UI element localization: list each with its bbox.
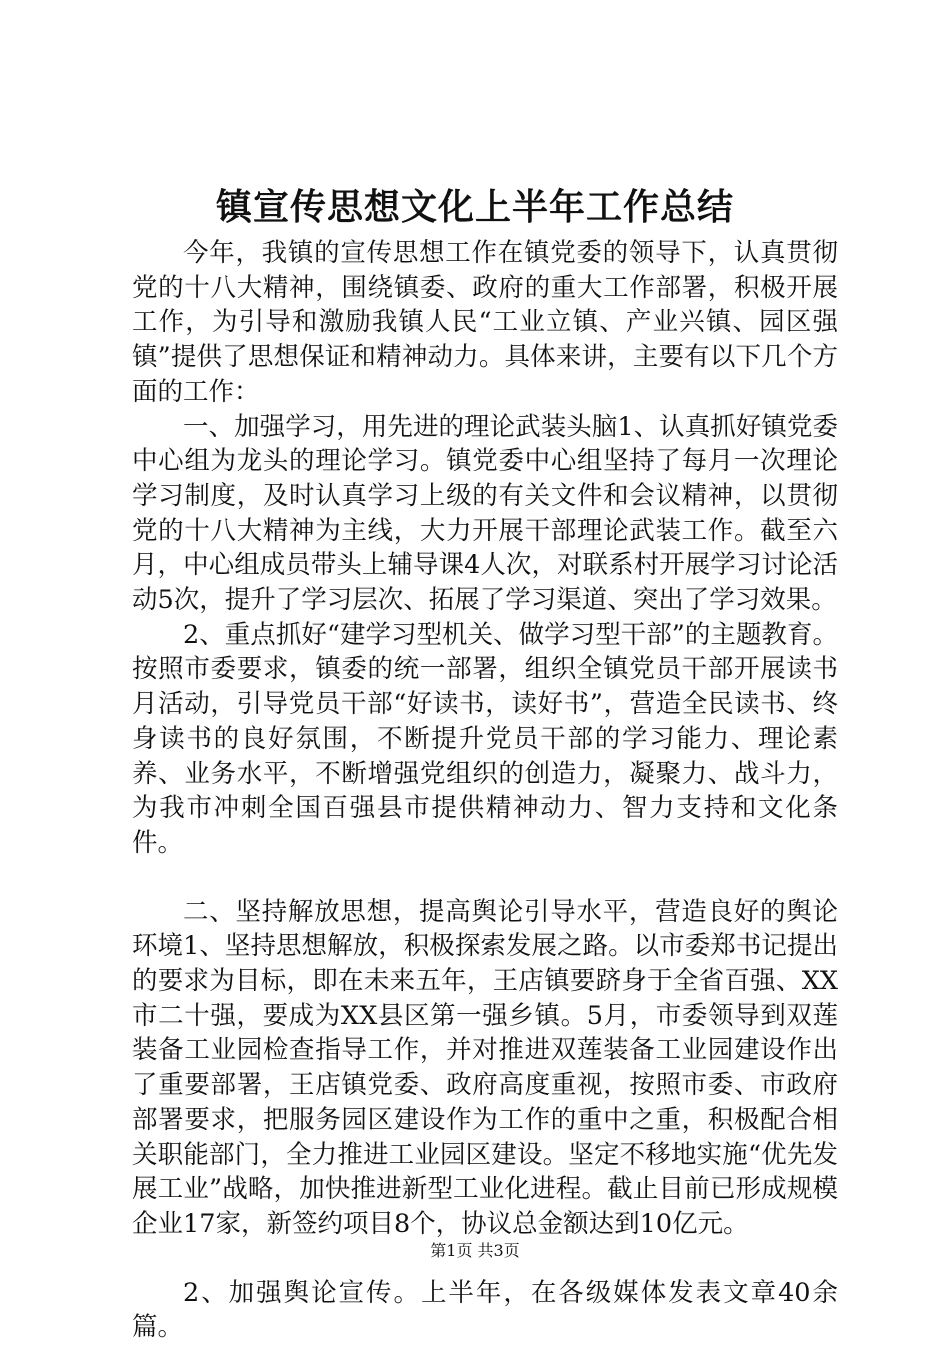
page-number-footer: 第1页 共3页	[430, 1241, 520, 1260]
paragraph-section-1-item-2: 2、重点抓好“建学习型机关、做学习型干部”的主题教育。按照市委要求，镇委的统一部署，组织全镇党员干部开展读书月活动，引导党员干部“好读书，读好书”，营造全民读书、终身读书的良好氛围，不断提升党员干部的学习能力、理论素养、业务水平，不断增强党组织的创造力，凝聚力、战斗力，为我市冲刺全国百强县市提供精神动力、智力支持和文化条件。	[132, 619, 838, 858]
page-title: 镇宣传思想文化上半年工作总结	[215, 187, 734, 228]
paragraph-intro: 今年，我镇的宣传思想工作在镇党委的领导下，认真贯彻党的十八大精神，围绕镇委、政府的重大工作部署，积极开展工作，为引导和激励我镇人民“工业立镇、产业兴镇、园区强镇”提供了思想保证和精神动力。具体来讲，主要有以下几个方面的工作：	[132, 238, 838, 407]
document-body	[132, 236, 838, 1345]
paragraph-section-1: 一、加强学习，用先进的理论武装头脑1、认真抓好镇党委中心组为龙头的理论学习。镇党委中心组坚持了每月一次理论学习制度，及时认真学习上级的有关文件和会议精神，以贯彻党的十八大精神为主线，大力开展干部理论武装工作。截至六月，中心组成员带头上辅导课4人次，对联系村开展学习讨论活动5次，提升了学习层次、拓展了学习渠道、突出了学习效果。	[132, 411, 838, 616]
paragraph-spacer	[132, 861, 838, 895]
paragraph-section-2: 二、坚持解放思想，提高舆论引导水平，营造良好的舆论环境1、坚持思想解放，积极探索发展之路。以市委郑书记提出的要求为目标，即在未来五年，王店镇要跻身于全省百强、XX市二十强，要成为XX县区第一强乡镇。5月，市委领导到双莲装备工业园检查指导工作，并对推进双莲装备工业园建设作出了重要部署，王店镇党委、政府高度重视，按照市委、市政府部署要求，把服务园区建设作为工作的重中之重，积极配合相关职能部门，全力推进工业园区建设。坚定不移地实施“优先发展工业”战略，加快推进新型工业化进程。截止目前已形成规模企业17家，新签约项目8个，协议总金额达到10亿元。	[132, 896, 838, 1239]
paragraph-section-2-item-2: 2、加强舆论宣传。上半年，在各级媒体发表文章40余篇。	[132, 1277, 838, 1343]
